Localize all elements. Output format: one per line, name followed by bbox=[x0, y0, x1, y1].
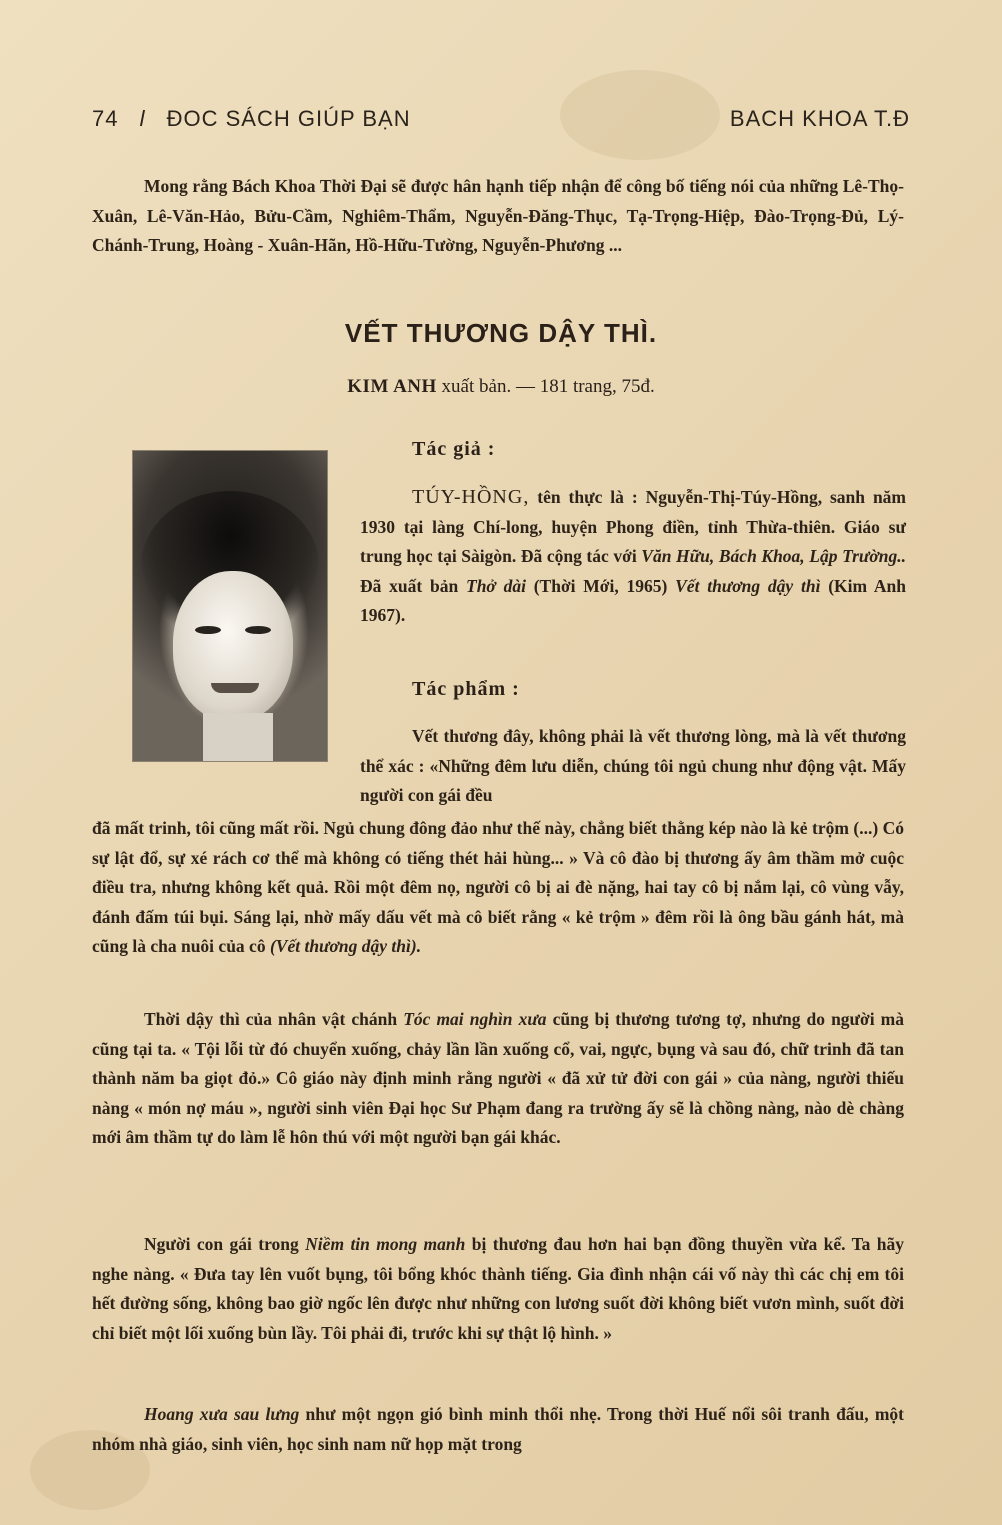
paragraph-3-text-a: Người con gái trong bbox=[144, 1234, 299, 1254]
running-header bbox=[92, 106, 910, 132]
book-hoang-xua-sau-lung: Hoang xưa sau lưng bbox=[144, 1404, 300, 1424]
publisher: KIM ANH bbox=[347, 376, 437, 397]
book-tho-dai: Thở dài bbox=[466, 575, 526, 596]
works-heading: Tác phẩm : bbox=[412, 678, 520, 700]
author-bio-text-1: tên thực là : Nguyễn-Thị-Túy-Hồng, sanh năm 1930 tại làng Chí-long, huyện Phong điền, tỉnh Thừa-thiên. Giáo sư trung học tại Sàigòn. Đã cộng tác với bbox=[360, 487, 907, 566]
header-left bbox=[92, 106, 425, 132]
book-niem-tin-mong-manh: Niềm tin mong manh bbox=[305, 1234, 466, 1254]
author-name: TÚY-HỒNG, bbox=[412, 486, 530, 508]
paragraph-1-text: đã mất trinh, tôi cũng mất rồi. Ngủ chung đông đảo như thế này, chẳng biết thằng kép nào là kẻ trộm (...) Có sự lật đổ, sự xé rách cơ thể mà không có tiếng thét hải hùng... » Và cô đào bị thương ấy âm thầm mở cuộc điều tra, nhưng không kết quả. Rồi một đêm nọ, người cô bị ai đè nặng, hai tay cô bị nắm lại, cô vùng vẫy, đánh đấm túi bụi. Sáng lại, nhờ mấy dấu vết mà cô biết rằng « kẻ trộm » đêm rồi là ông bầu gánh hát, mà cũng là cha nuôi của cô bbox=[92, 818, 904, 956]
author-bio-text-3: (Thời Mới, 1965) bbox=[533, 575, 668, 596]
photo-eye bbox=[245, 626, 271, 634]
author-bio bbox=[360, 483, 906, 631]
intro-paragraph: Mong rằng Bách Khoa Thời Đại sẽ được hân hạnh tiếp nhận để công bố tiếng nói của những Lê-Thọ-Xuân, Lê-Văn-Hảo, Bửu-Cầm, Nghiêm-Thẩm, Nguyễn-Đăng-Thục, Tạ-Trọng-Hiệp, Đào-Trọng-Đủ, Lý-Chánh-Trung, Hoàng - Xuân-Hãn, Hồ-Hữu-Tường, Nguyễn-Phương ... bbox=[92, 176, 904, 255]
paragraph-1-ref: (Vết thương dậy thì). bbox=[269, 936, 422, 956]
journal-bach-khoa: Bách Khoa, bbox=[718, 546, 805, 566]
page-number: 74 bbox=[92, 106, 119, 131]
journal-lap-truong: Lập Trường.. bbox=[809, 546, 907, 566]
book-title: VẾT THƯƠNG DẬY THÌ. bbox=[344, 318, 658, 348]
section-name: ĐOC SÁCH GIÚP BẠN bbox=[166, 106, 411, 131]
paragraph-4-text: như một ngọn gió bình minh thổi nhẹ. Trong thời Huế nổi sôi tranh đấu, một nhóm nhà giáo, sinh viên, học sinh nam nữ họp mặt trong bbox=[92, 1404, 905, 1454]
paragraph-1-top: Vết thương đây, không phải là vết thương lòng, mà là vết thương thể xác : «Những đêm lưu diễn, chúng tôi ngủ chung như động vật. Mấy người con gái đều bbox=[360, 726, 906, 805]
photo-mouth bbox=[211, 683, 259, 693]
photo-face bbox=[173, 571, 293, 721]
paragraph-1-body bbox=[92, 814, 904, 962]
book-toc-mai-nghin-xua: Tóc mai nghìn xưa bbox=[403, 1009, 547, 1029]
paragraph-4 bbox=[92, 1400, 904, 1459]
publication-details: xuất bản. — 181 trang, 75đ. bbox=[441, 376, 655, 397]
journal-van-huu: Văn Hữu, bbox=[641, 546, 715, 566]
paragraph-2-text-a: Thời dậy thì của nhân vật chánh bbox=[144, 1009, 398, 1029]
header-separator: l bbox=[139, 106, 146, 131]
journal-name: BACH KHOA T.Đ bbox=[729, 106, 910, 131]
author-heading: Tác giả : bbox=[412, 438, 496, 460]
paragraph-2 bbox=[92, 1005, 904, 1153]
author-bio-text-2: Đã xuất bản bbox=[360, 575, 459, 596]
photo-neck bbox=[203, 713, 273, 761]
paragraph-2-text-b: cũng bị thương tương tợ, nhưng do người mà cũng tại ta. « Tội lỗi từ đó chuyển xuống, chảy lần lần xuống cổ, vai, ngực, bụng và sau đó, chữ trinh đã tan thành năm ba giọt đỏ.» Cô giáo này định minh rằng người « đã xử tử đời con gái » của nàng, người thiếu nàng « món nợ máu », người sinh viên Đại học Sư Phạm đang ra trường ấy sẽ là chồng nàng, nào dè chàng mới âm thầm tự do làm lễ hôn thú với một người bạn gái khác. bbox=[92, 1009, 904, 1147]
author-bio-text-4: (Kim Anh 1967). bbox=[360, 575, 907, 625]
author-photo bbox=[132, 450, 328, 762]
publication-info bbox=[0, 376, 1002, 398]
book-vet-thuong-day-thi: Vết thương dậy thì bbox=[675, 575, 821, 596]
paragraph-3 bbox=[92, 1230, 904, 1348]
paragraph-3-text-b: bị thương đau hơn hai bạn đồng thuyền vừa kể. Ta hãy nghe nàng. « Đưa tay lên vuốt bụng, tôi bổng khóc thành tiếng. Gia đình nhận cái vố này thì các chị em tôi hết đường sống, không bao giờ ngốc lên được như những con lương suốt đời không biết vươn mình, suốt đời chỉ biết một lối xuống bùn lầy. Tôi phải đi, trước khi sự thật lộ hình. » bbox=[92, 1234, 905, 1343]
photo-eye bbox=[195, 626, 221, 634]
